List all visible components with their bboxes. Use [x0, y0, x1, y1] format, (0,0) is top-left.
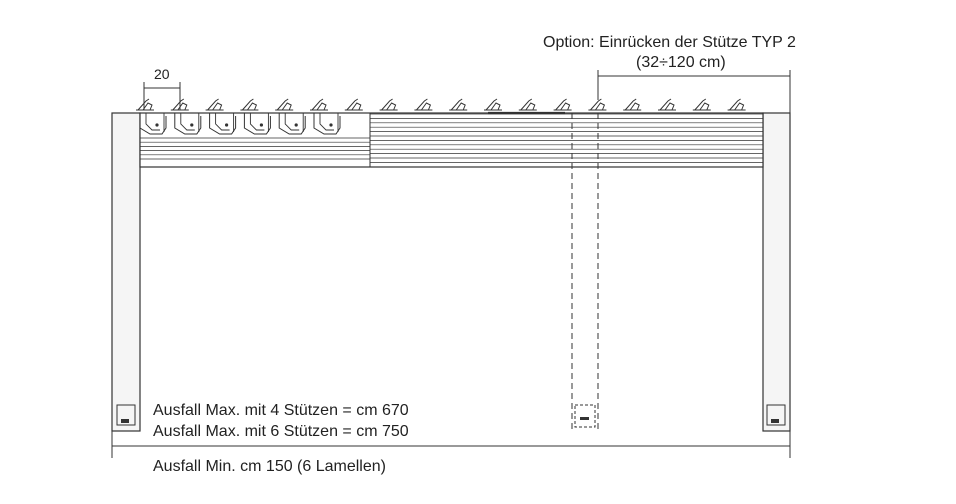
lamella — [345, 99, 363, 110]
right-post — [763, 113, 790, 431]
lamella — [554, 99, 572, 110]
lamella — [484, 99, 502, 110]
lamella — [693, 99, 711, 110]
lamella — [658, 99, 676, 110]
max-4-posts-label: Ausfall Max. mit 4 Stützen = cm 670 — [153, 402, 409, 419]
lamella — [519, 99, 537, 110]
lamella — [588, 99, 606, 110]
min-extension-label: Ausfall Min. cm 150 (6 Lamellen) — [153, 458, 386, 475]
spacing-label: 20 — [154, 66, 170, 82]
max-6-posts-label: Ausfall Max. mit 6 Stützen = cm 750 — [153, 423, 409, 440]
spacing-dimension — [144, 82, 180, 110]
option-dimension — [598, 70, 790, 113]
lamella — [449, 99, 467, 110]
left-post — [112, 113, 140, 431]
option-title-label: Option: Einrücken der Stütze TYP 2 — [543, 34, 796, 51]
lamella — [414, 99, 432, 110]
lamella — [728, 99, 746, 110]
lamella — [623, 99, 641, 110]
option-range-label: (32÷120 cm) — [636, 54, 726, 71]
lamella — [380, 99, 398, 110]
